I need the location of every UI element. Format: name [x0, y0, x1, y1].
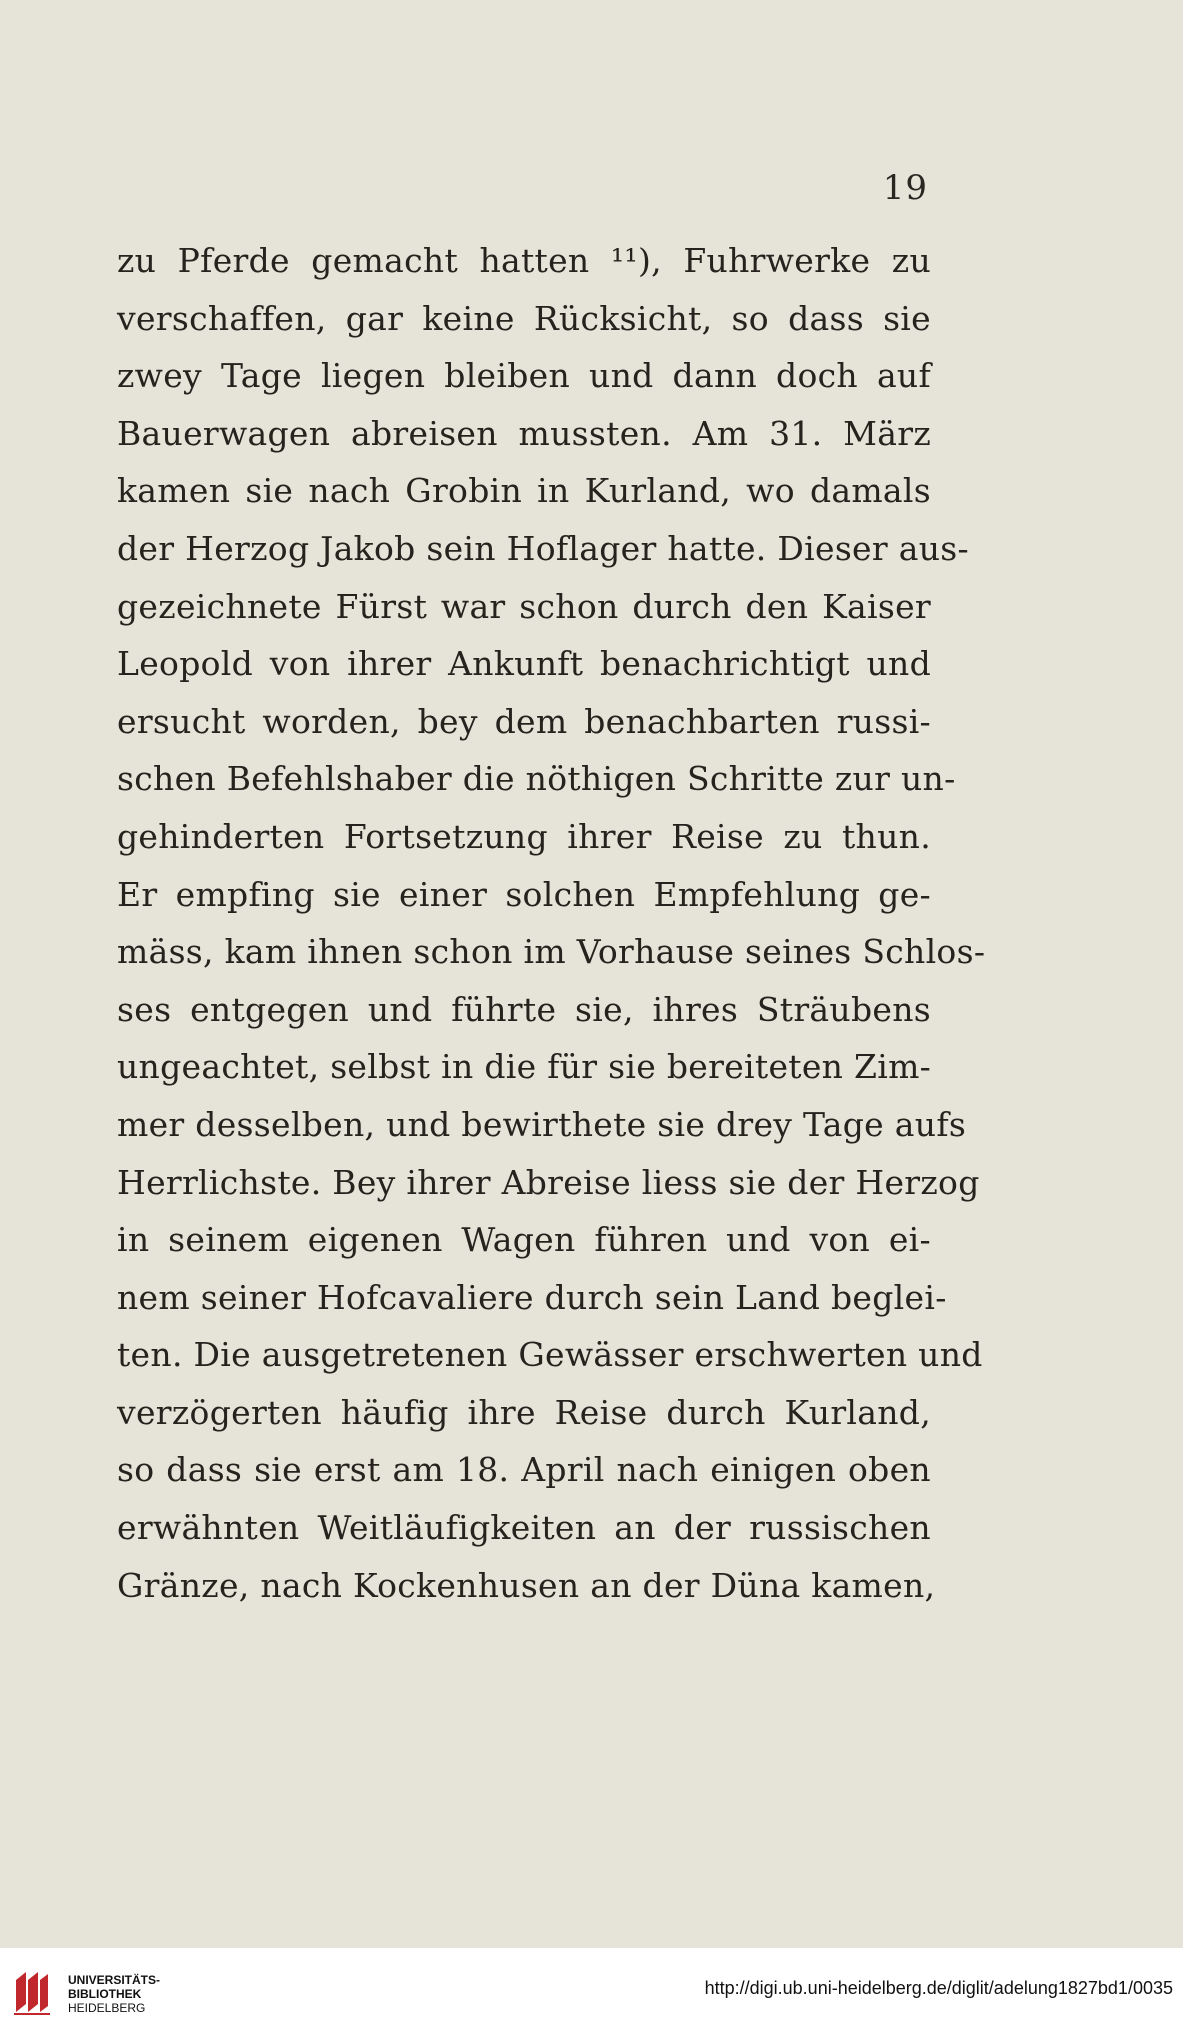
text-line: der Herzog Jakob sein Hoflager hatte. Dieser aus- — [117, 528, 969, 568]
text-line: verschaffen, gar keine Rücksicht, so dass sie — [117, 298, 931, 338]
text-line: erwähnten Weitläufigkeiten an der russischen — [117, 1508, 931, 1548]
text-line: Er empfing sie einer solchen Empfehlung ge- — [117, 874, 931, 914]
library-name-line: UNIVERSITÄTS- — [68, 1973, 161, 1987]
text-line: mer desselben, und bewirthete sie drey Tage aufs — [117, 1104, 967, 1144]
footer-bar — [0, 1948, 1183, 2033]
library-name-line: BIBLIOTHEK — [68, 1987, 142, 2001]
text-line: kamen sie nach Grobin in Kurland, wo damals — [117, 471, 931, 511]
text-line: zu Pferde gemacht hatten ¹¹), Fuhrwerke zu — [117, 241, 931, 280]
text-line: Herrlichste. Bey ihrer Abreise liess sie der Herzog — [117, 1162, 980, 1202]
library-name-line: HEIDELBERG — [68, 2001, 146, 2015]
library-name — [68, 1973, 160, 2015]
page-number: 19 — [882, 168, 928, 208]
text-line: Leopold von ihrer Ankunft benachrichtigt und — [117, 644, 931, 684]
text-line: nem seiner Hofcavaliere durch sein Land beglei- — [117, 1277, 947, 1317]
text-line: zwey Tage liegen bleiben und dann doch auf — [117, 356, 931, 396]
text-line: gezeichnete Fürst war schon durch den Kaiser — [117, 586, 931, 626]
text-line: Gränze, nach Kockenhusen an der Düna kamen, — [117, 1565, 936, 1605]
text-line: ersucht worden, bey dem benachbarten russi- — [117, 701, 931, 741]
text-line: so dass sie erst am 18. April nach einigen oben — [117, 1450, 931, 1490]
text-line: ses entgegen und führte sie, ihres Sträubens — [117, 989, 931, 1029]
text-line: ten. Die ausgetretenen Gewässer erschwerten und — [117, 1335, 983, 1375]
text-line: mäss, kam ihnen schon im Vorhause seines Schlos- — [117, 932, 986, 972]
text-line: in seinem eigenen Wagen führen und von ei- — [117, 1220, 931, 1260]
body-text — [117, 232, 986, 1614]
text-line: gehinderten Fortsetzung ihrer Reise zu thun. — [117, 816, 931, 856]
text-line: schen Befehlshaber die nöthigen Schritte zur un- — [117, 759, 956, 799]
text-line: Bauerwagen abreisen mussten. Am 31. März — [117, 413, 931, 453]
source-url[interactable]: http://digi.ub.uni-heidelberg.de/diglit/adelung1827bd1/0035 — [704, 1978, 1173, 1998]
text-line: ungeachtet, selbst in die für sie bereiteten Zim- — [117, 1047, 932, 1087]
text-line: verzögerten häufig ihre Reise durch Kurland, — [117, 1392, 931, 1432]
heidelberg-library-logo-icon — [12, 1968, 52, 2016]
